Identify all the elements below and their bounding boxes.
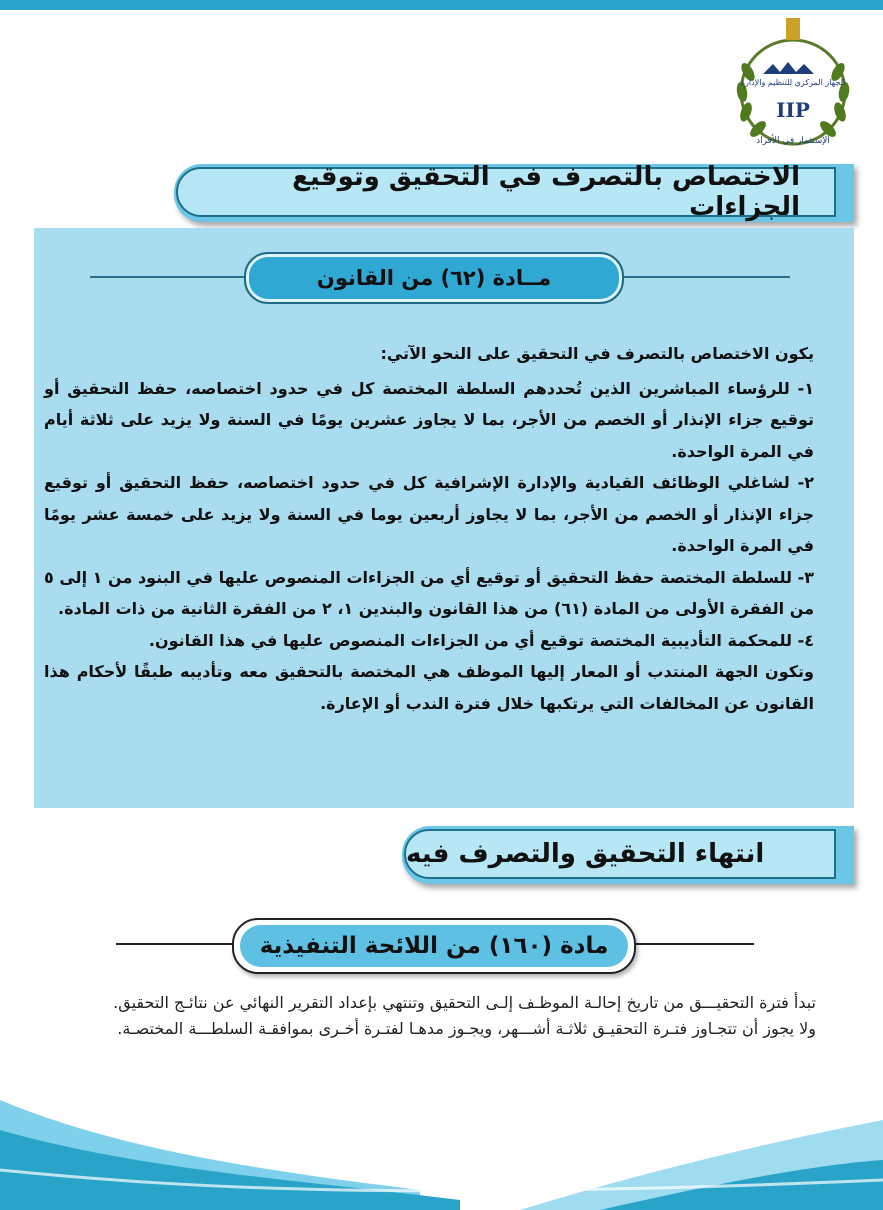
section2-heading xyxy=(404,829,836,879)
article-62-item-4: ٤- للمحكمة التأديبية المختصة توقيع أي من الجزاءات المنصوص عليها في هذا القانون. xyxy=(148,630,814,650)
divider-line-right xyxy=(632,943,754,945)
decorative-wave-footer xyxy=(0,1060,883,1210)
organization-logo xyxy=(718,12,868,152)
article-160-label-inner xyxy=(240,925,628,967)
article-160-paragraph-1: تبدأ فترة التحقيـــق من تاريخ إحالـة الموظـف إلـى التحقيق وتنتهي بإعداد التقرير النهائي عن نتائـج التحقيق. xyxy=(113,993,816,1012)
article-160-label-text: مادة (١٦٠) من اللائحة التنفيذية xyxy=(259,933,609,959)
article-62-label-text: مــادة (٦٢) من القانون xyxy=(316,266,552,290)
section1-heading-text: الاختصاص بالتصرف في التحقيق وتوقيع الجزاءات xyxy=(292,162,800,222)
article-62-item-1: ١- للرؤساء المباشرين الذين تُحددهم السلطة المختصة كل في حدود اختصاصه، حفظ التحقيق أو توقيع جزاء الإنذار أو الخصم من الأجر، بما لا يجاوز عشرين يومًا في السنة ولا يزيد على ثلاثة أيام في المرة الواحدة. xyxy=(44,378,814,461)
article-62-item-2: ٢- لشاغلي الوظائف القيادية والإدارة الإشرافية كل في حدود اختصاصه، حفظ التحقيق أو توقيع جزاء الإنذار أو الخصم من الأجر، بما لا يجاوز أربعين يوما في السنة ولا يزيد على خمسة عشر يومًا في المرة الواحدة. xyxy=(44,473,814,555)
logo-initials: IIP xyxy=(776,98,810,122)
article-62-closing: وتكون الجهة المنتدب أو المعار إليها الموظف هي المختصة بالتحقيق معه وتأديبه طبقًا لأحكام هذا القانون عن المخالفات التي يرتكبها خلال فترة الندب أو الإعارة. xyxy=(44,662,814,713)
article-62-intro: يكون الاختصاص بالتصرف في التحقيق على النحو الآتي: xyxy=(380,344,814,363)
article-160-label xyxy=(232,918,636,974)
top-accent-bar xyxy=(0,0,883,10)
divider-line-left xyxy=(116,943,234,945)
article-160-body xyxy=(106,990,816,1042)
article-62-item-3: ٣- للسلطة المختصة حفظ التحقيق أو توقيع أي من الجزاءات المنصوص عليها في البنود من ١ إلى ٥ من الفقرة الأولى من المادة (٦١) من هذا القانون والبندين ١، ٢ من الفقرة الثانية من ذات المادة. xyxy=(44,567,815,618)
logo-top-text: الجهاز المركزي للتنظيم والإدارة xyxy=(740,78,846,87)
article-160-paragraph-2: ولا يجوز أن تتجـاوز فتـرة التحقيـق ثلاثـة أشـــهر، ويجـوز مدهـا لفتـرة أخـرى بموافقـة السلطـــة المختصـة. xyxy=(117,1019,816,1038)
article-62-label xyxy=(244,252,624,304)
logo-bottom-text: الإستثمار في الأفراد xyxy=(756,136,830,146)
section2-heading-text: انتهاء التحقيق والتصرف فيه xyxy=(406,839,765,869)
article-62-body xyxy=(44,338,814,719)
section1-heading xyxy=(176,162,836,222)
